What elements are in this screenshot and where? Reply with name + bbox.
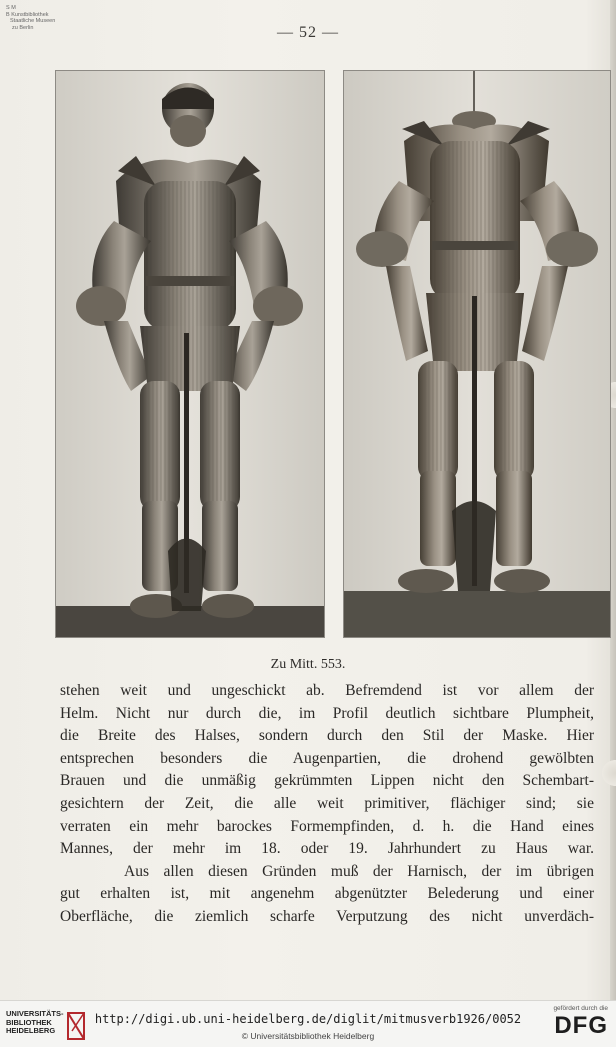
- stamp-line: S M: [6, 5, 16, 11]
- text-line: die Breite des Halses, sondern durch den Stil der Maske. Hier: [60, 727, 594, 745]
- text-line: gut erhalten ist, mit angenehm abgenützter Belederung und einer: [60, 885, 594, 903]
- text-line: gesichtern der Zeit, die alle weit primitiver, flächiger sind; sie: [60, 794, 594, 812]
- text-line: Mannes, der mehr im 18. oder 19. Jahrhundert zu Haus war.: [60, 840, 594, 858]
- text-line: Brauen und die unmäßig gekrümmten Lippen nicht den Schembart-: [60, 772, 594, 790]
- text-line: stehen weit und ungeschickt ab. Befremdend ist vor allem der: [60, 682, 594, 699]
- logo-line: UNIVERSITÄTS-: [6, 1009, 64, 1018]
- text-line: Helm. Nicht nur durch die, im Profil deutlich sichtbare Plumpheit,: [60, 704, 594, 722]
- dfg-funded-by: gefördert durch die: [553, 1005, 608, 1012]
- stamp-line: B Kunstbibliothek: [6, 11, 49, 18]
- text-line: entsprechen besonders die Augenpartien, die drohend gewölbten: [60, 749, 594, 767]
- logo-line: HEIDELBERG: [6, 1026, 56, 1036]
- armour-photo-right: [343, 70, 611, 638]
- copyright-notice: © Universitätsbibliothek Heidelberg: [241, 1031, 375, 1041]
- stamp-line: Staatliche Museen: [10, 18, 56, 24]
- figure-caption: Zu Mitt. 553.: [270, 657, 346, 672]
- logo-line: BIBLIOTHEK: [6, 1017, 52, 1027]
- body-text: [60, 680, 594, 929]
- dfg-wordmark: DFG: [554, 1012, 608, 1039]
- text-line: Aus allen diesen Gründen muß der Harnisch, der im übrigen: [124, 862, 594, 880]
- page-number: — 52 —: [277, 24, 339, 41]
- permalink-url[interactable]: http://digi.ub.uni-heidelberg.de/diglit/mitmusverb1926/0052: [94, 1012, 522, 1026]
- text-line: verraten ein mehr barockes Formempfinden, d. h. die Hand eines: [60, 817, 594, 835]
- dfg-logo[interactable]: [538, 1005, 608, 1039]
- armour-photo-left: [55, 70, 325, 638]
- viewer-footer: [0, 1000, 616, 1047]
- page-tab-marker: [602, 760, 616, 786]
- text-line: Oberfläche, die ziemlich scharfe Verputzung des nicht unverdäch-: [60, 907, 594, 925]
- stamp-line: zu Berlin: [12, 24, 34, 31]
